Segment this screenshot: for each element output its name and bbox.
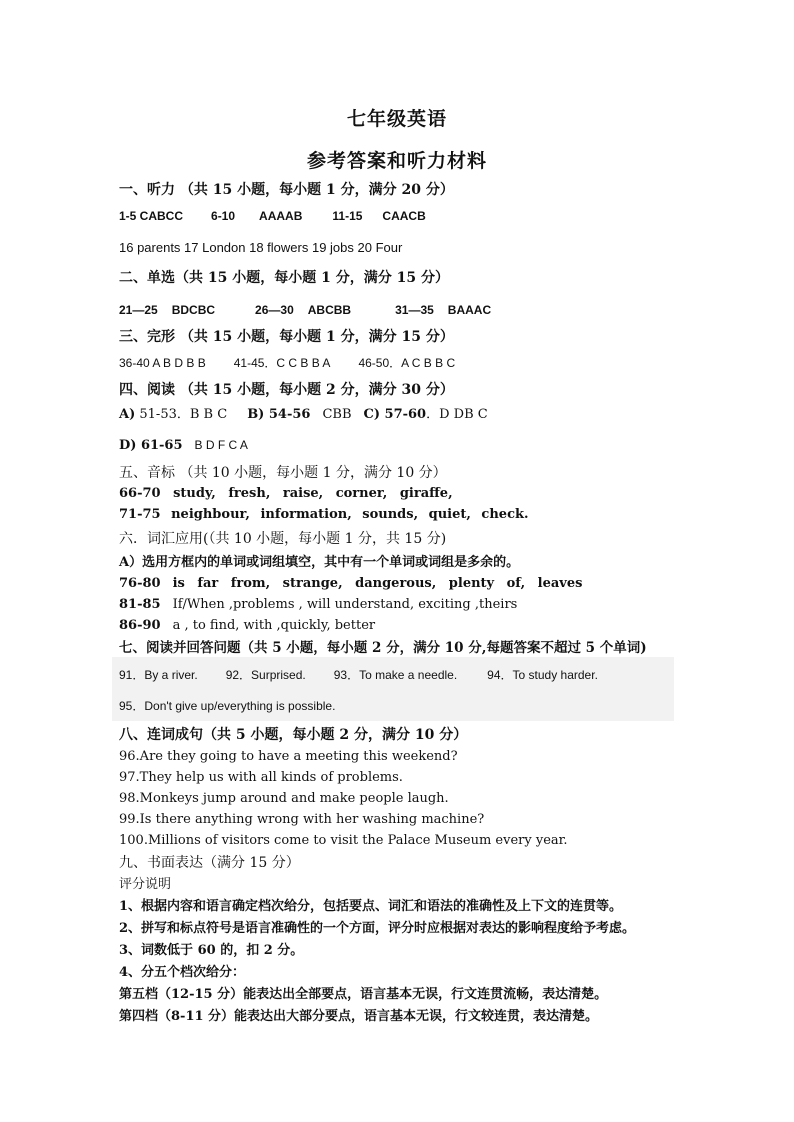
section-1-heading: 一、听力 （共 15 小题，每小题 1 分，满分 20 分） bbox=[119, 182, 454, 198]
answer-21-25-label: 21—25 bbox=[119, 303, 158, 317]
page-title: 七年级英语 bbox=[346, 108, 447, 130]
part-a-answers: 51-53．B B C bbox=[139, 407, 228, 422]
section-3-heading: 三、完形 （共 15 小题，每小题 1 分，满分 15 分） bbox=[119, 329, 454, 345]
part-b-label: B) 54-56 bbox=[247, 407, 311, 422]
answer-26-30: ABCBB bbox=[307, 303, 352, 317]
part-d-answers: B D F C A bbox=[194, 438, 248, 452]
sentence-99: 99.Is there anything wrong with her washing machine? bbox=[119, 812, 485, 827]
answer-94: 94．To study harder. bbox=[487, 668, 598, 682]
section-5-heading: 五、音标 （共 10 小题，每小题 1 分，满分 10 分） bbox=[119, 465, 447, 481]
answer-91: 91．By a river. bbox=[119, 668, 198, 682]
section-6-row-3 bbox=[119, 618, 375, 634]
answer-92: 92．Surprised. bbox=[225, 668, 306, 682]
answer-86-90-label: 86-90 bbox=[119, 618, 161, 633]
answer-36-40: 36-40 A B D B B bbox=[119, 356, 206, 370]
answer-93: 93．To make a needle. bbox=[333, 668, 458, 682]
section-4-heading: 四、阅读 （共 15 小题，每小题 2 分，满分 30 分） bbox=[119, 382, 454, 398]
scoring-note-3: 3、词数低于 60 的，扣 2 分。 bbox=[119, 943, 304, 958]
part-b-answers: CBB bbox=[322, 407, 352, 422]
answer-11-15-label: 11-15 bbox=[332, 209, 363, 223]
part-c-answers: ．D DB C bbox=[426, 407, 488, 422]
section-5-row-1: 66-70 study, fresh, raise, corner, giraffe, bbox=[119, 486, 453, 501]
scoring-note-1: 1、根据内容和语言确定档次给分，包括要点、词汇和语法的准确性及上下文的连贯等。 bbox=[119, 899, 623, 914]
answer-46-50: 46-50．A C B B C bbox=[358, 356, 456, 370]
answer-76-80: is far from, strange, dangerous, plenty of, leaves bbox=[172, 576, 583, 591]
section-7-heading: 七、阅读并回答问题（共 5 小题，每小题 2 分，满分 10 分,每题答案不超过 5 个单词) bbox=[119, 640, 647, 656]
section-3-answers-row bbox=[119, 356, 455, 370]
answer-21-25: BDCBC bbox=[171, 303, 216, 317]
scoring-band-5: 第五档（12-15 分）能表达出全部要点，语言基本无误，行文连贯流畅，表达清楚。 bbox=[119, 987, 608, 1002]
answer-76-80-label: 76-80 bbox=[119, 576, 161, 591]
section-6-instruction: A）选用方框内的单词或词组填空，其中有一个单词或词组是多余的。 bbox=[119, 555, 520, 570]
section-6-row-2 bbox=[119, 597, 517, 613]
answer-31-35-label: 31—35 bbox=[395, 303, 434, 317]
scoring-notes-title: 评分说明 bbox=[119, 877, 172, 892]
answer-81-85: If/When ,problems , will understand, exciting ,theirs bbox=[172, 597, 518, 612]
part-a-label: A) bbox=[119, 407, 136, 422]
answer-41-45: 41-45．C C B B A bbox=[233, 356, 331, 370]
section-6-row-1 bbox=[119, 576, 582, 592]
section-2-answers-row bbox=[119, 303, 491, 317]
section-4-d-row bbox=[119, 438, 248, 454]
section-1-answers-row bbox=[119, 209, 426, 223]
scoring-band-4: 第四档（8-11 分）能表达出大部分要点，语言基本无误，行文较连贯，表达清楚。 bbox=[119, 1009, 599, 1024]
sentence-96: 96.Are they going to have a meeting this weekend? bbox=[119, 749, 458, 764]
answer-6-10-label: 6-10 bbox=[211, 209, 236, 223]
sentence-98: 98.Monkeys jump around and make people laugh. bbox=[119, 791, 449, 806]
answer-26-30-label: 26—30 bbox=[255, 303, 294, 317]
section-2-heading: 二、单选（共 15 小题，每小题 1 分，满分 15 分） bbox=[119, 270, 449, 286]
answer-95: 95．Don't give up/everything is possible. bbox=[119, 699, 336, 713]
section-4-answers-row bbox=[119, 407, 488, 423]
section-8-heading: 八、连词成句（共 5 小题，每小题 2 分，满分 10 分） bbox=[119, 727, 468, 743]
page-subtitle: 参考答案和听力材料 bbox=[306, 150, 487, 172]
answer-1-5: 1-5 CABCC bbox=[119, 209, 184, 223]
answer-6-10: AAAAB bbox=[259, 209, 303, 223]
part-c-label: C) 57-60 bbox=[363, 407, 427, 422]
section-6-heading: 六．词汇应用(（共 10 小题，每小题 1 分，共 15 分) bbox=[119, 531, 447, 547]
section-9-heading: 九、书面表达（满分 15 分） bbox=[119, 855, 300, 871]
section-5-row-2: 71-75 neighbour, information, sounds, quiet, check. bbox=[119, 507, 529, 522]
sentence-97: 97.They help us with all kinds of problems. bbox=[119, 770, 403, 785]
section-1-fill-answers: 16 parents 17 London 18 flowers 19 jobs 20 Four bbox=[119, 240, 403, 255]
answer-31-35: BAAAC bbox=[447, 303, 492, 317]
answer-86-90: a , to find, with ,quickly, better bbox=[172, 618, 376, 633]
section-7-row-1 bbox=[119, 668, 598, 682]
sentence-100: 100.Millions of visitors come to visit the Palace Museum every year. bbox=[119, 833, 568, 848]
answer-81-85-label: 81-85 bbox=[119, 597, 161, 612]
part-d-label: D) 61-65 bbox=[119, 438, 183, 453]
answer-11-15: CAACB bbox=[382, 209, 426, 223]
scoring-note-2: 2、拼写和标点符号是语言准确性的一个方面，评分时应根据对表达的影响程度给予考虑。 bbox=[119, 921, 636, 936]
scoring-note-4: 4、分五个档次给分： bbox=[119, 965, 246, 980]
